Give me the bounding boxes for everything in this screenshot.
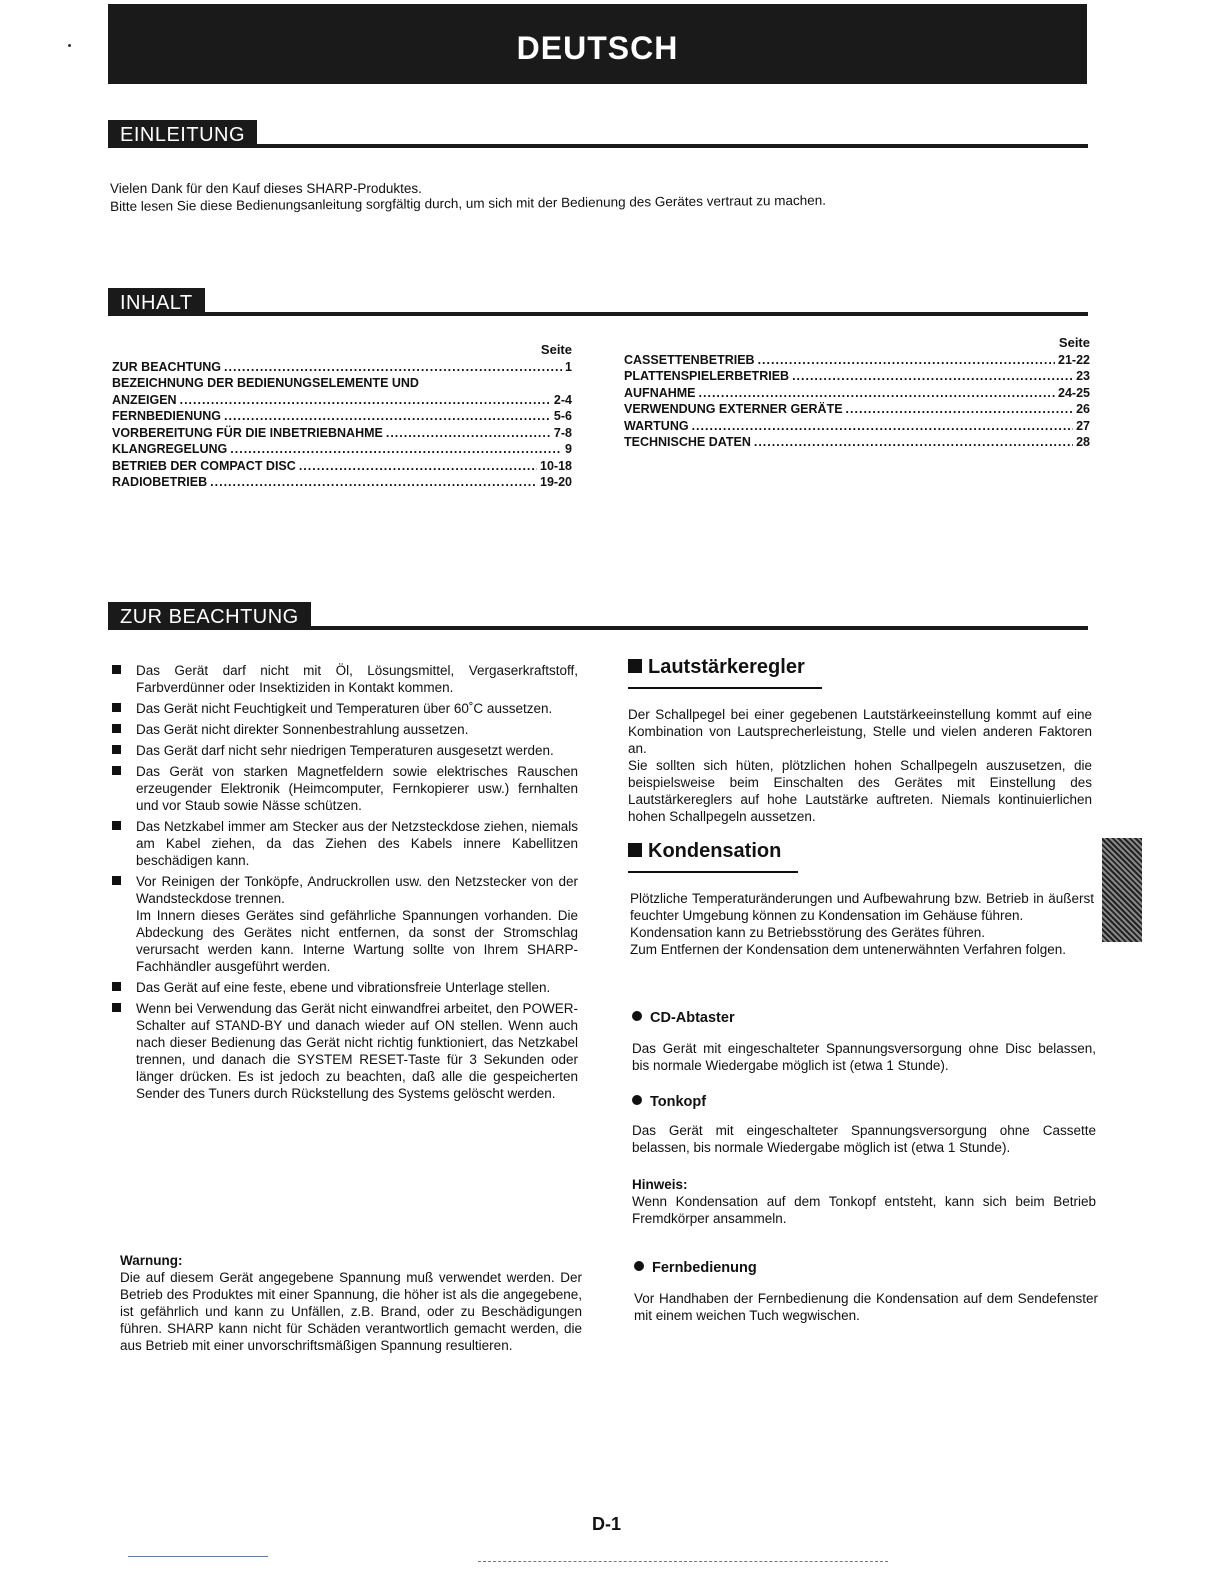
cd-abtaster-text: Das Gerät mit eingeschalteter Spannungsversorgung ohne Disc belassen, bis normale Wiedergabe möglich ist (etwa 1 Stunde). — [632, 1041, 1096, 1073]
heading-square-icon — [628, 843, 642, 857]
scan-line — [478, 1561, 888, 1563]
list-item: Das Gerät von starken Magnetfeldern sowie elektrisches Rauschen erzeugender Elektronik (Heimcomputer, Fernkopierer usw.) fernhalten und vor Staub sowie Nässe schützen. — [112, 763, 578, 814]
bullet-square-icon — [112, 1003, 121, 1012]
bullet-dot-icon — [632, 1095, 642, 1105]
toc-right-column — [624, 335, 1090, 451]
kondensation-underline — [628, 871, 798, 873]
fernbedienung-heading: Fernbedienung — [634, 1260, 757, 1276]
fernbedienung-text: Vor Handhaben der Fernbedienung die Kondensation auf dem Sendefenster mit einem weichen Tuch wegwischen. — [634, 1291, 1098, 1323]
list-item: Wenn bei Verwendung das Gerät nicht einwandfrei arbeitet, den POWER-Schalter auf STAND-BY und danach wieder auf ON stellen. Wenn auch nach dieser Bedienung das Gerät nicht richtig funktioniert, das Netzkabel trennen, und danach die SYSTEM RESET-Taste für 3 Sekunden oder länger drücken. Es ist jedoch zu beachten, daß alle die gespeicherten Sender des Tuners durch Rückstellung des Systems gelöscht werden. — [112, 1000, 578, 1102]
hinweis-label: Hinweis: — [632, 1177, 688, 1192]
bullet-square-icon — [112, 876, 121, 885]
bullet-square-icon — [112, 703, 121, 712]
toc-entry[interactable]: TECHNISCHE DATEN ..... 28 — [624, 434, 1090, 451]
toc-entry[interactable]: WARTUNG ..... 27 — [624, 418, 1090, 435]
section-title-inhalt: INHALT — [108, 288, 205, 316]
toc-entry[interactable]: AUFNAHME ..... 24-25 — [624, 385, 1090, 402]
section-title-einleitung: EINLEITUNG — [108, 120, 257, 148]
kondensation-text: Plötzliche Temperaturänderungen und Aufbewahrung bzw. Betrieb in äußerst feuchter Umgebung können zu Kondensation im Gehäuse führen. Kondensation kann zu Betriebsstörung des Gerätes führen. Zum Entfernen der Kondensation dem untenerwähnten Verfahren folgen. — [630, 891, 1094, 957]
warnung-label: Warnung: — [120, 1253, 183, 1268]
toc-entry[interactable]: BEZEICHNUNG DER BEDIENUNGSELEMENTE UND — [112, 376, 419, 390]
toc-seite-label: Seite — [540, 342, 572, 357]
bullet-square-icon — [112, 724, 121, 733]
list-item: Das Gerät darf nicht sehr niedrigen Temperaturen ausgesetzt werden. — [112, 742, 578, 759]
language-banner — [108, 4, 1087, 84]
bullet-square-icon — [112, 982, 121, 991]
bullet-square-icon — [112, 821, 121, 830]
list-item: Vor Reinigen der Tonköpfe, Andruckrollen usw. den Netzstecker von der Wandsteckdose trennen. Im Innern dieses Gerätes sind gefährliche Spannungen vorhanden. Die Abdeckung des Gerätes nicht entfernen, da sonst der Stromschlag verursacht werden kann. Interne Wartung sollte von Ihrem SHARP-Fachhändler ausgeführt werden. — [112, 873, 578, 975]
toc-entry[interactable]: ZUR BEACHTUNG ..... 1 — [112, 359, 572, 376]
side-index-tab — [1102, 838, 1142, 942]
toc-entry[interactable]: VORBEREITUNG FÜR DIE INBETRIEBNAHME ..... 7-8 — [112, 425, 572, 442]
page-number: D-1 — [592, 1514, 622, 1534]
bullet-square-icon — [112, 665, 121, 674]
kondensation-heading: Kondensation — [628, 840, 781, 863]
toc-entry[interactable]: PLATTENSPIELERBETRIEB ..... 23 — [624, 368, 1090, 385]
tonkopf-heading: Tonkopf — [632, 1094, 706, 1110]
scan-speck — [68, 44, 71, 47]
lautstaerke-text: Der Schallpegel bei einer gegebenen Lautstärkeeinstellung kommt auf eine Kombination von Lautsprecherleistung, Stelle und vielen anderen Faktoren an. Sie sollten sich hüten, plötzlichen hohen Schallpegeln auszusetzen, die beispielsweise beim Einschalten des Gerätes mit Einstellung des Lautstärkereglers auf hohe Lautstärke auftreten. Niemals kontinuierlichen hohen Schallpegeln aussetzen. — [628, 707, 1092, 824]
list-item: Das Netzkabel immer am Stecker aus der Netzsteckdose ziehen, niemals am Kabel ziehen, da das Ziehen des Kabels innere Kabellitzen beschädigen kann. — [112, 818, 578, 869]
list-item: Das Gerät nicht Feuchtigkeit und Temperaturen über 60˚C aussetzen. — [112, 700, 578, 717]
toc-entry[interactable]: CASSETTENBETRIEB ..... 21-22 — [624, 352, 1090, 369]
toc-entry[interactable]: ANZEIGEN ..... 2-4 — [112, 392, 572, 409]
section-bar-beachtung — [108, 604, 1088, 630]
bullet-square-icon — [112, 766, 121, 775]
warnung-text: Die auf diesem Gerät angegebene Spannung muß verwendet werden. Der Betrieb des Produktes mit einer Spannung, die höher ist als die angegebene, ist gefährlich und kann zu Unfällen, z.B. Brand, oder zu Beschädigungen führen. SHARP kann nicht für Schäden verantwortlich gemacht werden, die aus Betrieb mit einer unvorschriftsmäßigen Spannung resultieren. — [120, 1270, 582, 1353]
section-title-beachtung: ZUR BEACHTUNG — [108, 602, 311, 630]
toc-entry[interactable]: FERNBEDIENUNG ..... 5-6 — [112, 408, 572, 425]
language-title: DEUTSCH — [516, 30, 679, 66]
warnung-block — [120, 1252, 582, 1354]
lautstaerke-underline — [628, 687, 822, 689]
tonkopf-text: Das Gerät mit eingeschalteter Spannungsversorgung ohne Cassette belassen, bis normale Wiedergabe möglich ist (etwa 1 Stunde). — [632, 1123, 1096, 1155]
toc-seite-label: Seite — [1058, 335, 1090, 350]
hinweis-block — [632, 1176, 1096, 1227]
cd-abtaster-heading: CD-Abtaster — [632, 1010, 735, 1026]
list-item: Das Gerät nicht direkter Sonnenbestrahlung aussetzen. — [112, 721, 578, 738]
list-item: Das Gerät auf eine feste, ebene und vibrationsfreie Unterlage stellen. — [112, 979, 578, 996]
section-bar-einleitung — [108, 122, 1088, 148]
toc-entry[interactable]: BETRIEB DER COMPACT DISC ..... 10-18 — [112, 458, 572, 475]
intro-line-1: Vielen Dank für den Kauf dieses SHARP-Produktes. — [110, 181, 422, 196]
toc-left-column — [112, 342, 572, 491]
section-bar-inhalt — [108, 290, 1088, 316]
toc-entry[interactable]: VERWENDUNG EXTERNER GERÄTE ..... 26 — [624, 401, 1090, 418]
toc-entry[interactable]: KLANGREGELUNG ..... 9 — [112, 441, 572, 458]
bullet-dot-icon — [634, 1261, 644, 1271]
hinweis-text: Wenn Kondensation auf dem Tonkopf entsteht, kann sich beim Betrieb Fremdkörper ansammeln. — [632, 1194, 1096, 1226]
toc-entry[interactable]: RADIOBETRIEB ..... 19-20 — [112, 474, 572, 491]
bullet-square-icon — [112, 745, 121, 754]
bullet-dot-icon — [632, 1011, 642, 1021]
beachtung-bullet-list — [112, 662, 578, 1106]
lautstaerke-heading: Lautstärkeregler — [628, 656, 805, 679]
intro-line-2: Bitte lesen Sie diese Bedienungsanleitung sorgfältig durch, um sich mit der Bedienung des Gerätes vertraut zu machen. — [110, 192, 827, 214]
scan-line — [128, 1556, 268, 1557]
heading-square-icon — [628, 659, 642, 673]
list-item: Das Gerät darf nicht mit Öl, Lösungsmittel, Vergaserkraftstoff, Farbverdünner oder Insektiziden in Kontakt kommen. — [112, 662, 578, 696]
